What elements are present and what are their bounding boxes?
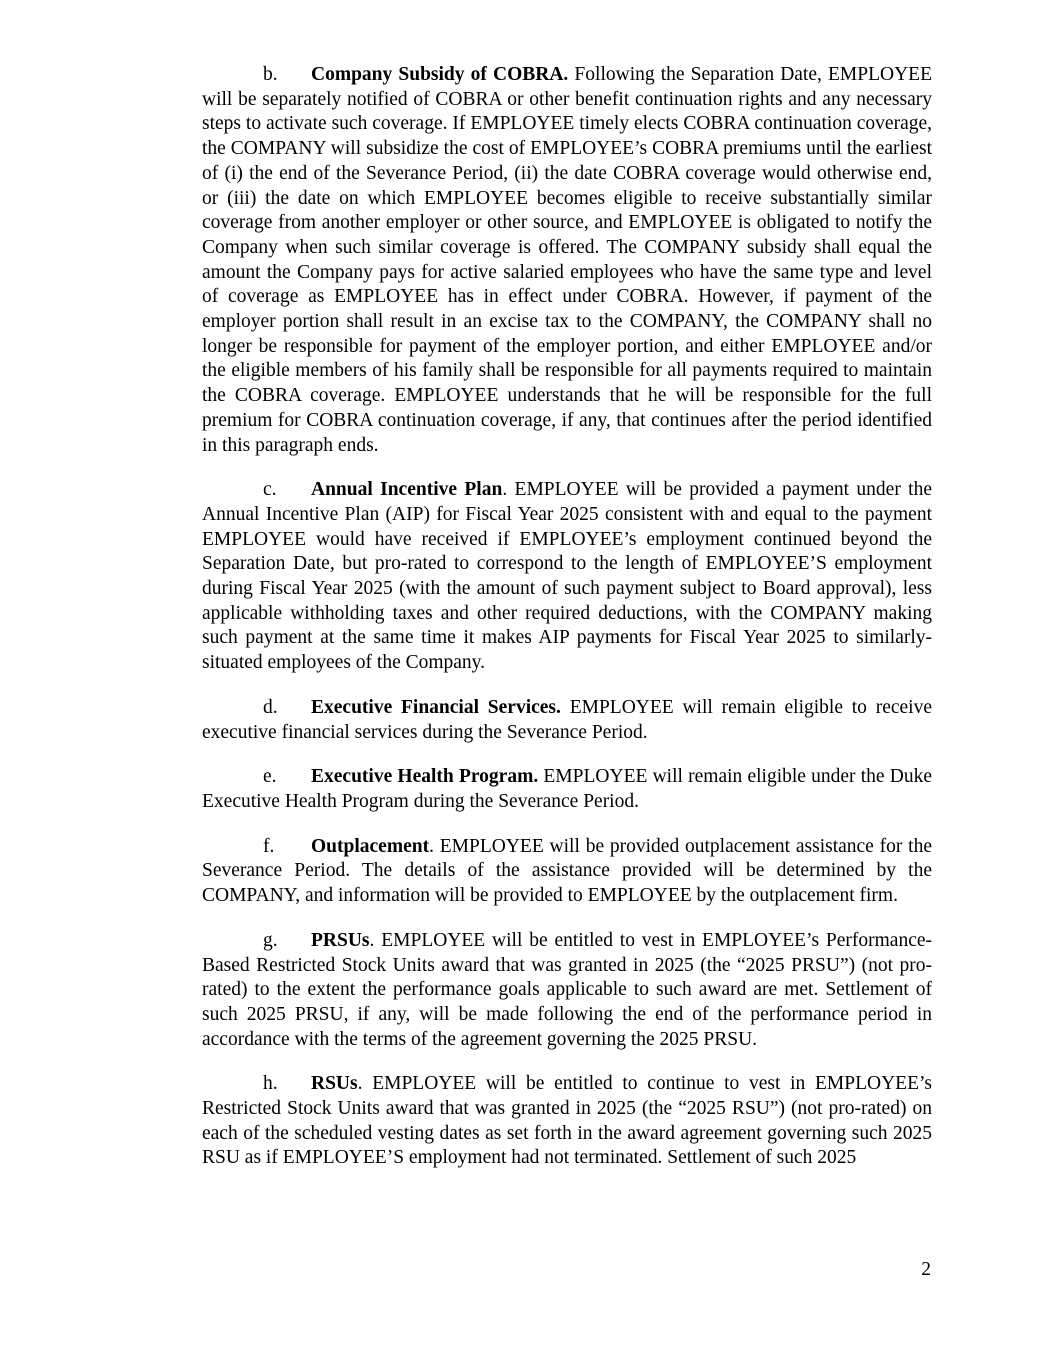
page-number: 2 bbox=[921, 1259, 931, 1280]
section-letter: c. bbox=[263, 479, 277, 501]
section-text: EMPLOYEE will remain eligible under the Duke Executive Health Program during the Severance Period. bbox=[202, 766, 932, 812]
section-text: Following the Separation Date, EMPLOYEE will be separately notified of COBRA or other benefit continuation rights and any necessary steps to activate such coverage. If EMPLOYEE timely elects COBRA continuation coverage, the COMPANY will subsidize the cost of EMPLOYEE’s COBRA premiums until the earliest of (i) the end of the Severance Period, (ii) the date COBRA coverage would otherwise end, or (iii) the date on which EMPLOYEE becomes eligible to receive substantially similar coverage from another employer or other source, and EMPLOYEE is obligated to notify the Company when such similar coverage is offered. The COMPANY subsidy shall equal the amount the Company pays for active salaried employees who have the same type and level of coverage as EMPLOYEE has in effect under COBRA. However, if payment of the employer portion shall result in an excise tax to the COMPANY, the COMPANY shall no longer be responsible for payment of the employer portion, and either EMPLOYEE and/or the eligible members of his family shall be responsible for all payments required to maintain the COBRA coverage. EMPLOYEE understands that he will be responsible for the full premium for COBRA continuation coverage, if any, that continues after the period identified in this paragraph ends. bbox=[202, 64, 932, 456]
section-text: . EMPLOYEE will be provided a payment under the Annual Incentive Plan (AIP) for Fiscal Year 2025 consistent with and equal to the payment EMPLOYEE would have received if EMPLOYEE’s employment continued beyond the Separation Date, but pro-rated to correspond to the length of EMPLOYEE’S employment during Fiscal Year 2025 (with the amount of such payment subject to Board approval), less applicable withholding taxes and other required deductions, with the COMPANY making such payment at the same time it makes AIP payments for Fiscal Year 2025 to similarly-situated employees of the Company. bbox=[202, 479, 932, 674]
section-heading: Executive Health Program. bbox=[311, 766, 539, 788]
section-c-annual-incentive-plan bbox=[202, 478, 932, 676]
section-heading: Outplacement bbox=[311, 835, 430, 857]
section-letter: h. bbox=[263, 1073, 278, 1095]
section-e-executive-health-program bbox=[202, 765, 932, 814]
section-h-rsus bbox=[202, 1072, 932, 1171]
section-heading: Annual Incentive Plan bbox=[311, 479, 503, 501]
section-g-prsus bbox=[202, 929, 932, 1053]
section-text: . EMPLOYEE will be entitled to continue to vest in EMPLOYEE’s Restricted Stock Units award that was granted in 2025 (the “2025 RSU”) (not pro-rated) on each of the scheduled vesting dates as set forth in the award agreement governing such 2025 RSU as if EMPLOYEE’S employment had not terminated. Settlement of such 2025 bbox=[202, 1073, 932, 1169]
section-b-cobra-subsidy bbox=[202, 63, 932, 458]
section-letter: d. bbox=[263, 696, 278, 718]
section-heading: PRSUs bbox=[311, 929, 370, 951]
section-text: EMPLOYEE will remain eligible to receive executive financial services during the Severance Period. bbox=[202, 696, 932, 743]
section-heading: RSUs bbox=[311, 1073, 358, 1095]
section-heading: Company Subsidy of COBRA. bbox=[311, 64, 569, 85]
section-heading: Executive Financial Services. bbox=[311, 696, 561, 718]
section-letter: b. bbox=[263, 64, 278, 85]
document-body bbox=[202, 63, 932, 1191]
section-text: . EMPLOYEE will be entitled to vest in EMPLOYEE’s Performance-Based Restricted Stock Units award that was granted in 2025 (the “2025 PRSU”) (not pro-rated) to the extent the performance goals applicable to such award are met. Settlement of such 2025 PRSU, if any, will be made following the end of the performance period in accordance with the terms of the agreement governing the 2025 PRSU. bbox=[202, 929, 932, 1050]
section-text: . EMPLOYEE will be provided outplacement assistance for the Severance Period. The details of the assistance provided will be determined by the COMPANY, and information will be provided to EMPLOYEE by the outplacement firm. bbox=[202, 835, 932, 907]
section-letter: f. bbox=[263, 835, 275, 857]
section-f-outplacement bbox=[202, 835, 932, 909]
section-letter: g. bbox=[263, 929, 278, 951]
section-d-executive-financial-services bbox=[202, 696, 932, 745]
section-letter: e. bbox=[263, 766, 277, 788]
